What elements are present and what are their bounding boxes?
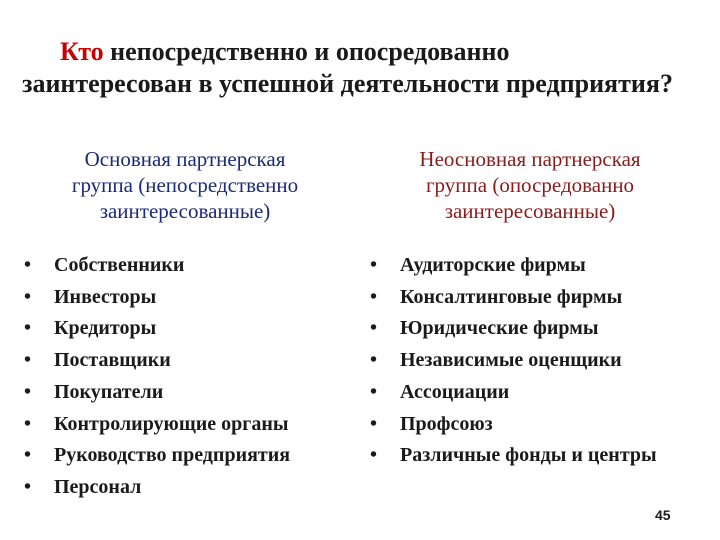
bullet-icon: •: [370, 349, 378, 372]
list-item: [24, 250, 354, 282]
list-item-label: Инвесторы: [54, 285, 157, 308]
bullet-icon: •: [370, 285, 378, 308]
right-column-heading: [370, 146, 690, 224]
title-text: непосредственно и опосредованно заинтересован в успешной деятельности предприятия?: [22, 37, 673, 98]
indirect-stakeholders-list: [370, 250, 710, 472]
bullet-icon: •: [24, 254, 32, 276]
list-item: [24, 377, 354, 409]
list-item: [370, 440, 710, 472]
bullet-icon: •: [370, 412, 378, 435]
list-item: [24, 345, 354, 377]
list-item-label: Кредиторы: [54, 317, 157, 340]
right-heading-line: Неосновная партнерская: [419, 147, 641, 171]
left-heading-line: заинтересованные): [99, 199, 271, 223]
list-item: [370, 377, 710, 409]
list-item-label: Поставщики: [54, 349, 171, 372]
list-item-label: Независимые оценщики: [400, 349, 622, 372]
list-item: [24, 440, 354, 472]
bullet-icon: •: [370, 444, 378, 467]
list-item: [24, 313, 354, 345]
list-item-label: Собственники: [54, 254, 185, 276]
list-item-label: Профсоюз: [400, 412, 493, 435]
list-item: [370, 409, 710, 441]
list-item-label: Персонал: [54, 475, 142, 498]
list-item: [370, 313, 710, 345]
list-item: [24, 409, 354, 441]
page-number: 45: [655, 507, 671, 523]
right-heading-line: группа (опосредованно: [425, 173, 635, 197]
direct-stakeholders-list: [24, 250, 354, 504]
list-item-label: Ассоциации: [400, 380, 510, 403]
list-item: [24, 472, 354, 504]
bullet-icon: •: [370, 317, 378, 340]
list-item-label: Различные фонды и центры: [400, 444, 657, 467]
bullet-icon: •: [24, 380, 32, 403]
list-item: [370, 282, 710, 314]
bullet-icon: •: [24, 285, 32, 308]
bullet-icon: •: [24, 412, 32, 435]
bullet-icon: •: [24, 317, 32, 340]
list-item-label: Консалтинговые фирмы: [400, 285, 623, 308]
right-heading-line: заинтересованные): [444, 199, 616, 223]
list-item: [370, 345, 710, 377]
list-item-label: Покупатели: [54, 380, 164, 403]
left-column-heading: [25, 146, 345, 224]
list-item: [24, 282, 354, 314]
bullet-icon: •: [370, 380, 378, 403]
list-item-label: Аудиторские фирмы: [400, 254, 586, 276]
bullet-icon: •: [24, 444, 32, 467]
title-highlight: Кто: [60, 37, 104, 66]
list-item-label: Контролирующие органы: [54, 412, 289, 435]
list-item-label: Юридические фирмы: [400, 317, 599, 340]
slide-title: [22, 36, 682, 100]
list-item: [370, 250, 710, 282]
list-item-label: Руководство предприятия: [54, 444, 291, 467]
left-heading-line: Основная партнерская: [84, 147, 286, 171]
bullet-icon: •: [370, 254, 378, 276]
bullet-icon: •: [24, 349, 32, 372]
left-heading-line: группа (непосредственно: [71, 173, 299, 197]
bullet-icon: •: [24, 475, 32, 498]
